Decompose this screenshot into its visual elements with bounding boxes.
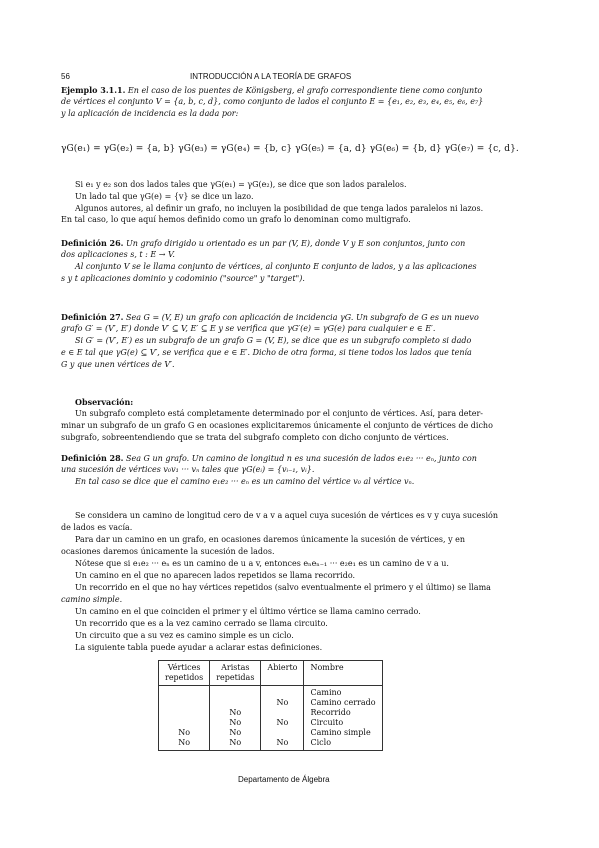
column-repeated-vertices — [159, 686, 210, 751]
paragraph-simple-path-2: camino simple. — [61, 595, 123, 604]
definition-26-text-1: Un grafo dirigido u orientado es un par (V, E), donde V y E son conjuntos, junto con — [126, 239, 466, 248]
table-cell: No — [276, 698, 289, 707]
table-cell — [267, 708, 297, 718]
table-cell: No — [229, 738, 242, 747]
observation-line-2: minar un subgrafo de un grafo G en ocasiones explicitaremos únicamente el conjunto de vértices de dicho — [61, 421, 493, 430]
table-cell: Ciclo — [310, 738, 332, 747]
table-cell: No — [229, 728, 242, 737]
table-cell: No — [229, 718, 242, 727]
table-cell — [267, 728, 297, 738]
definition-27-line-5: G y que unen vértices de V′. — [61, 360, 175, 369]
definition-27-text-1: Sea G = (V, E) un grafo con aplicación de incidencia γG. Un subgrafo de G es un nuevo — [126, 313, 479, 322]
table-cell: No — [276, 738, 289, 747]
header-repeated-edges-line-2: repetidas — [216, 673, 255, 682]
table-cell: Recorrido — [310, 708, 351, 717]
table-cell: Circuito — [310, 718, 344, 727]
column-repeated-edges — [210, 686, 261, 751]
table-cell — [267, 688, 297, 698]
paragraph-simple-path-1: Un recorrido en el que no hay vértices repetidos (salvo eventualmente el primero y el último) se llama — [75, 583, 491, 592]
table-cell: Camino simple — [310, 728, 371, 737]
header-repeated-edges — [210, 661, 261, 686]
table-body-row — [159, 686, 383, 751]
column-name — [304, 686, 382, 751]
definition-28-line-1 — [61, 453, 477, 464]
definition-27-line-4: e ∈ E tal que γG(e) ⊆ V′, se verifica que e ∈ E′. Dicho de otra forma, si tiene todos los lados que tenía — [61, 348, 472, 357]
page-number: 56 — [61, 72, 70, 81]
table-cell: No — [276, 718, 289, 727]
paragraph-loop: Un lado tal que γG(e) = {v} se dice un lazo. — [75, 192, 254, 201]
definition-28-text-1: Sea G un grafo. Un camino de longitud n es una sucesión de lados e₁e₂ ··· eₙ, junto con — [126, 454, 477, 463]
table-cell: No — [178, 728, 191, 737]
definition-28-line-3: En tal caso se dice que el camino e₁e₂ ··· eₙ es un camino del vértice v₀ al vértice vₙ. — [75, 477, 415, 486]
example-line-2: de vértices el conjunto V = {a, b, c, d}, como conjunto de lados el conjunto E = {e₁, e₂, e₃, e₄, e₅, e₆, e₇} — [61, 97, 484, 106]
paragraph-cycle: Un circuito que a su vez es camino simple es un ciclo. — [75, 631, 294, 640]
running-title: INTRODUCCIÓN A LA TEORÍA DE GRAFOS — [190, 72, 352, 81]
observation-line-3: subgrafo, sobreentendiendo que se trata del subgrafo completo con dicho conjunto de vértices. — [61, 433, 449, 442]
table-cell — [216, 688, 254, 698]
paragraph-closed-path: Un camino en el que coinciden el primer y el último vértice se llama camino cerrado. — [75, 607, 421, 616]
paragraph-trail: Un camino en el que no aparecen lados repetidos se llama recorrido. — [75, 571, 356, 580]
observation-heading: Observación: — [75, 397, 134, 407]
paragraph-authors-1: Algunos autores, al definir un grafo, no incluyen la posibilidad de que tenga lados paralelos ni lazos. — [75, 204, 484, 213]
incidence-formula: γG(e₁) = γG(e₂) = {a, b} γG(e₃) = γG(e₄) = {b, c} γG(e₅) = {a, d} γG(e₆) = {b, d} γG(e₇) = {c, d}. — [61, 144, 519, 154]
footer-department: Departamento de Álgebra — [238, 775, 330, 784]
definition-28-line-2: una sucesión de vértices v₀v₁ ··· vₙ tales que γG(eᵢ) = {vᵢ₋₁, vᵢ}. — [61, 465, 315, 474]
definition-28-label: Definición 28. — [61, 453, 124, 463]
example-text-1: En el caso de los puentes de Königsberg, el grafo correspondiente tiene como conjunto — [127, 86, 483, 95]
table-cell — [165, 708, 203, 718]
header-name: Nombre — [304, 661, 382, 686]
paragraph-reverse-path: Nótese que si e₁e₂ ··· eₙ es un camino de u a v, entonces eₙeₙ₋₁ ··· e₂e₁ es un camino de v a u. — [75, 559, 449, 568]
definition-26-line-4: s y t aplicaciones dominio y codominio ("source" y "target"). — [61, 274, 305, 283]
paragraph-table-intro: La siguiente tabla puede ayudar a aclarar estas definiciones. — [75, 643, 323, 652]
definition-27-line-2: grafo G′ = (V′, E′) donde V′ ⊆ V, E′ ⊆ E y se verifica que γG′(e) = γG(e) para cualquier e ∈ E′. — [61, 324, 436, 333]
definition-26-line-1 — [61, 238, 465, 249]
table-cell — [165, 688, 203, 698]
definition-27-line-3: Si G′ = (V′, E′) es un subgrafo de un grafo G = (V, E), se dice que es un subgrafo completo si dado — [75, 336, 472, 345]
table-cell: Camino — [310, 688, 342, 697]
paragraph-circuit: Un recorrido que es a la vez camino cerrado se llama circuito. — [75, 619, 328, 628]
table-cell: No — [229, 708, 242, 717]
example-line-3: y la aplicación de incidencia es la dada por: — [61, 109, 239, 118]
header-open: Abierto — [261, 661, 304, 686]
definition-27-label: Definición 27. — [61, 312, 124, 322]
table-header-row — [159, 661, 383, 686]
paragraph-give-path-2: ocasiones daremos únicamente la sucesión de lados. — [61, 547, 275, 556]
definition-26-line-3: Al conjunto V se le llama conjunto de vértices, al conjunto E conjunto de lados, y a las aplicaciones — [75, 262, 477, 271]
definition-26-line-2: dos aplicaciones s, t : E → V. — [61, 250, 175, 259]
definition-26-label: Definición 26. — [61, 238, 124, 248]
header-repeated-vertices-line-2: repetidos — [165, 673, 204, 682]
header-repeated-vertices-line-1: Vértices — [167, 663, 201, 672]
header-repeated-vertices — [159, 661, 210, 686]
paragraph-zero-length-1: Se considera un camino de longitud cero de v a v a aquel cuya sucesión de vértices es v y cuya sucesión — [75, 511, 498, 520]
paragraph-give-path-1: Para dar un camino en un grafo, en ocasiones daremos únicamente la sucesión de vértices, y en — [75, 535, 466, 544]
table-cell: No — [178, 738, 191, 747]
paragraph-authors-2: En tal caso, lo que aquí hemos definido como un grafo lo denominan como multigrafo. — [61, 215, 411, 224]
definition-27-line-1 — [61, 312, 479, 323]
table-cell — [165, 698, 203, 708]
definitions-table — [158, 660, 383, 751]
example-line-1 — [61, 85, 482, 96]
observation-line-1: Un subgrafo completo está completamente determinado por el conjunto de vértices. Así, para deter- — [75, 409, 484, 418]
table-cell: Camino cerrado — [310, 698, 376, 707]
paragraph-zero-length-2: de lados es vacía. — [61, 523, 133, 532]
header-repeated-edges-line-1: Aristas — [221, 663, 250, 672]
paragraph-parallel-sides: Si e₁ y e₂ son dos lados tales que γG(e₁) = γG(e₂), se dice que son lados paralelos. — [75, 180, 407, 189]
example-label: Ejemplo 3.1.1. — [61, 85, 126, 95]
table-cell — [216, 698, 254, 708]
column-open — [261, 686, 304, 751]
table-cell — [165, 718, 203, 728]
